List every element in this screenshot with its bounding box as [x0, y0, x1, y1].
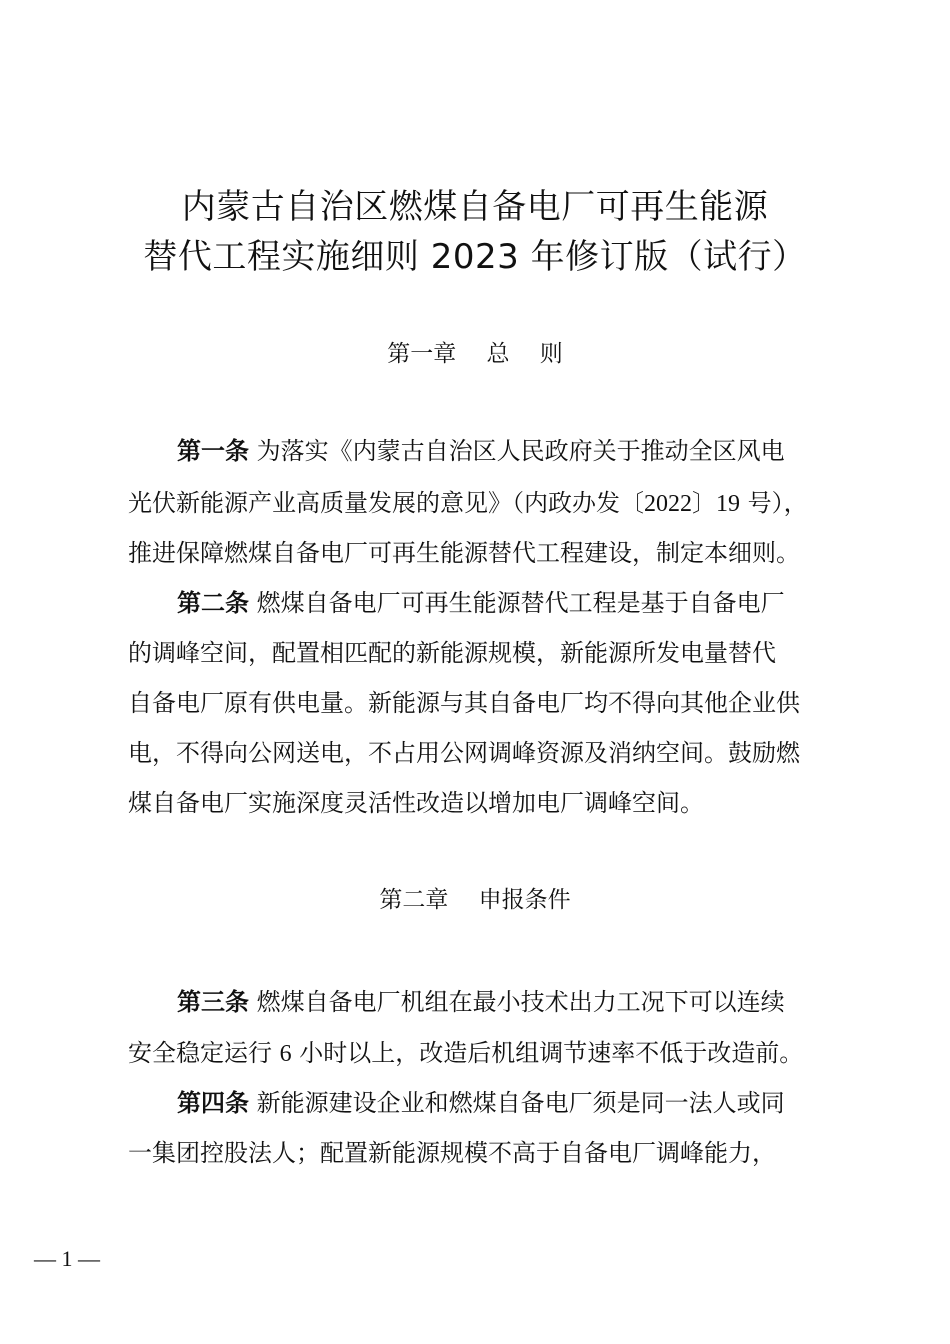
article-2-label: 第二条 — [177, 589, 249, 617]
article-1-text: 〕 — [692, 489, 716, 517]
article-2-line-2: 的调峰空间，配置相匹配的新能源规模，新能源所发电量替代 — [128, 639, 776, 667]
article-1-line-2 — [128, 486, 808, 521]
article-4-line-1 — [177, 1086, 785, 1120]
document-title-line-2: 替代工程实施细则 2023 年修订版（试行） — [143, 237, 807, 277]
article-3-line-1 — [177, 985, 785, 1019]
hours-number: 6 — [279, 1041, 292, 1067]
document-number-year: 2022 — [644, 491, 692, 517]
article-4-text: 新能源建设企业和燃煤自备电厂须是同一法人或同 — [249, 1089, 785, 1117]
article-3-text: 安全稳定运行 — [128, 1039, 280, 1067]
article-4-line-2: 一集团控股法人；配置新能源规模不高于自备电厂调峰能力， — [128, 1139, 776, 1167]
article-2-line-3: 自备电厂原有供电量。新能源与其自备电厂均不得向其他企业供 — [128, 689, 800, 717]
page-number: — 1 — — [34, 1246, 100, 1271]
document-title-line-1: 内蒙古自治区燃煤自备电厂可再生能源 — [181, 187, 769, 227]
chapter-1-heading: 第一章 总 则 — [387, 341, 563, 367]
article-4-label: 第四条 — [177, 1089, 249, 1117]
article-2-line-4: 电，不得向公网送电，不占用公网调峰资源及消纳空间。鼓励燃 — [128, 739, 800, 767]
article-1-text: 为落实《内蒙古自治区人民政府关于推动全区风电 — [249, 437, 785, 465]
article-1-line-1 — [177, 434, 785, 468]
article-1-text: 号）， — [740, 489, 808, 517]
document-number: 19 — [716, 491, 740, 517]
article-2-line-1 — [177, 586, 785, 620]
article-2-text: 燃煤自备电厂可再生能源替代工程是基于自备电厂 — [249, 589, 785, 617]
chapter-2-heading: 第二章 申报条件 — [379, 887, 571, 913]
article-1-label: 第一条 — [177, 437, 249, 465]
article-3-line-2 — [128, 1036, 803, 1071]
article-1-line-3: 推进保障燃煤自备电厂可再生能源替代工程建设，制定本细则。 — [128, 539, 800, 567]
article-3-text: 燃煤自备电厂机组在最小技术出力工况下可以连续 — [249, 988, 785, 1016]
article-1-text: 光伏新能源产业高质量发展的意见》（内政办发〔 — [128, 489, 644, 517]
article-3-text: 小时以上，改造后机组调节速率不低于改造前。 — [291, 1039, 804, 1067]
article-2-line-5: 煤自备电厂实施深度灵活性改造以增加电厂调峰空间。 — [128, 789, 704, 817]
article-3-label: 第三条 — [177, 988, 249, 1016]
